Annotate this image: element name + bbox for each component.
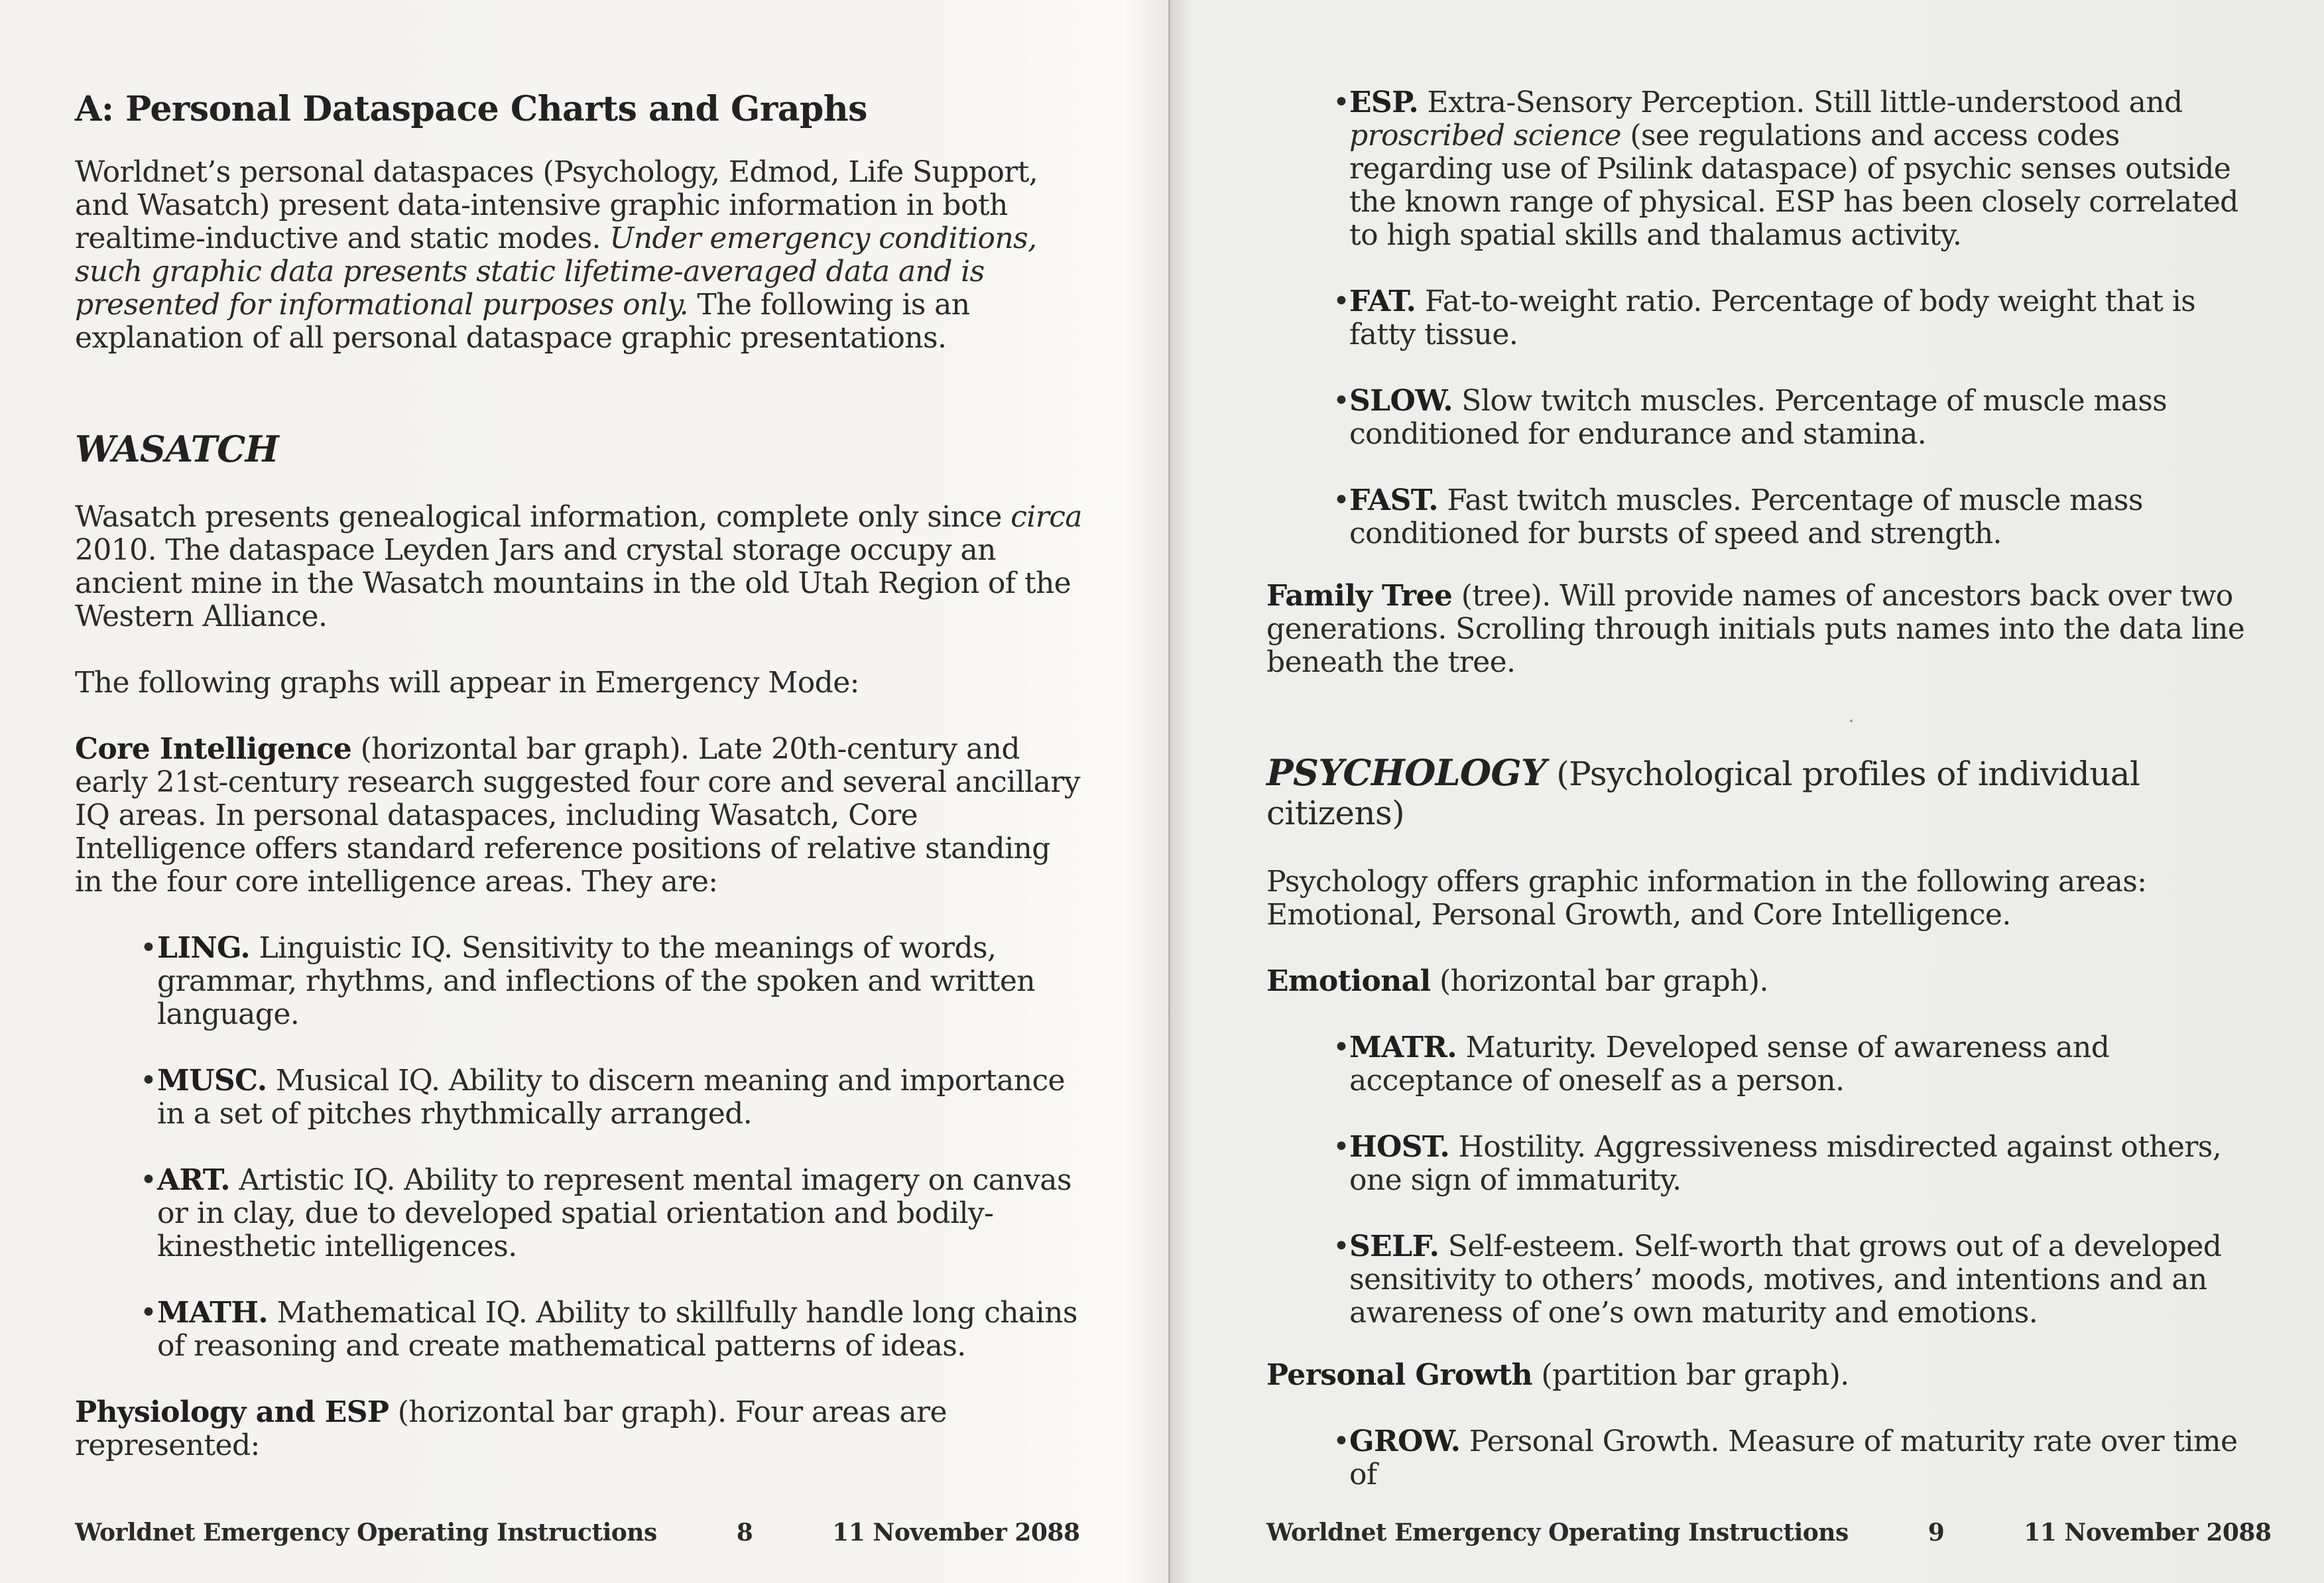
intro-text-end: The following is an explanation of all personal dataspace graphic presentations. bbox=[75, 288, 970, 355]
list-item-term: ESP. bbox=[1349, 86, 1419, 119]
list-item-term: HOST. bbox=[1349, 1130, 1450, 1164]
bullet-icon: • bbox=[140, 1064, 157, 1098]
list-item-term: MATR. bbox=[1349, 1031, 1457, 1064]
core-intelligence-term: Core Intelligence bbox=[75, 732, 352, 766]
list-item-term: LING. bbox=[157, 931, 251, 965]
list-item-term: MUSC. bbox=[157, 1064, 267, 1098]
bullet-icon: • bbox=[1333, 86, 1350, 119]
list-item-term: MATH. bbox=[157, 1296, 269, 1330]
physiology-paragraph bbox=[75, 1396, 1083, 1462]
list-item bbox=[75, 1164, 1083, 1263]
list-item-italic: proscribed science bbox=[1349, 119, 1621, 153]
list-item bbox=[75, 1064, 1083, 1131]
list-item-text: (see regulations and access codes regarding use of Psilink dataspace) of psychic senses outside the known range of physical. ESP has been closely correlated to high spatial skills and thalamus activity. bbox=[1349, 119, 2238, 252]
list-item bbox=[1266, 86, 2248, 252]
list-item bbox=[1266, 385, 2248, 451]
intro-paragraph bbox=[75, 156, 1083, 355]
footer-date: 11 November 2088 bbox=[2024, 1519, 2272, 1547]
personal-growth-paragraph bbox=[1266, 1359, 2248, 1392]
footer-title: Worldnet Emergency Operating Instructions bbox=[75, 1519, 657, 1547]
physiology-list bbox=[1266, 86, 2248, 550]
list-item-term: SELF. bbox=[1349, 1230, 1439, 1263]
family-tree-text: (tree). Will provide names of ancestors back over two generations. Scrolling through initials puts names into the data line beneath the tree. bbox=[1266, 579, 2245, 679]
list-item bbox=[1266, 285, 2248, 351]
emotional-term: Emotional bbox=[1266, 964, 1431, 998]
footer-title: Worldnet Emergency Operating Instructions bbox=[1266, 1519, 1849, 1547]
bullet-icon: • bbox=[1333, 384, 1350, 418]
psychology-heading bbox=[1266, 753, 2248, 832]
list-item-text: Hostility. Aggressiveness misdirected against others, one sign of immaturity. bbox=[1349, 1130, 2222, 1197]
left-page-content bbox=[75, 90, 1083, 1495]
wasatch-text: Wasatch presents genealogical information, complete only since bbox=[75, 500, 1011, 534]
personal-growth-text: (partition bar graph). bbox=[1532, 1358, 1849, 1392]
bullet-icon: • bbox=[1333, 1425, 1350, 1458]
list-item-term: ART. bbox=[157, 1163, 230, 1197]
right-page bbox=[1170, 0, 2324, 1583]
list-item-term: FAST. bbox=[1349, 483, 1438, 517]
emotional-paragraph bbox=[1266, 965, 2248, 998]
list-item-text: Fast twitch muscles. Percentage of muscle mass conditioned for bursts of speed and strength. bbox=[1349, 483, 2143, 550]
page-number: 8 bbox=[736, 1519, 753, 1547]
emergency-mode-intro: The following graphs will appear in Emergency Mode: bbox=[75, 666, 859, 700]
bullet-icon: • bbox=[140, 1163, 157, 1197]
emotional-text: (horizontal bar graph). bbox=[1430, 964, 1768, 998]
core-intelligence-text: (horizontal bar graph). Late 20th-century and early 21st-century research suggested four core and several ancillary IQ areas. In personal dataspaces, including Wasatch, Core Intelligence offers standard reference positions of relative standing in the four core intelligence areas. They are: bbox=[75, 732, 1080, 899]
bullet-icon: • bbox=[140, 1296, 157, 1330]
family-tree-paragraph bbox=[1266, 580, 2248, 679]
bullet-icon: • bbox=[1333, 1031, 1350, 1064]
psychology-heading-title: PSYCHOLOGY bbox=[1266, 751, 1546, 794]
page-title: A: Personal Dataspace Charts and Graphs bbox=[75, 89, 867, 129]
list-item-term: FAT. bbox=[1349, 285, 1416, 318]
list-item-term: SLOW. bbox=[1349, 384, 1453, 418]
psychology-intro: Psychology offers graphic information in the following areas: Emotional, Personal Growth, and Core Intelligence. bbox=[1266, 865, 2147, 932]
bullet-icon: • bbox=[1333, 483, 1350, 517]
emotional-list bbox=[1266, 1031, 2248, 1330]
intro-italic-text: Under emergency conditions, such graphic data presents static lifetime-averaged data and is presented for informational purposes only. bbox=[75, 222, 1037, 322]
list-item bbox=[1266, 484, 2248, 550]
intro-text: Worldnet’s personal dataspaces (Psychology, Edmod, Life Support, and Wasatch) present data-intensive graphic information in both realtime-inductive and static modes. bbox=[75, 155, 1038, 255]
physiology-text: (horizontal bar graph). Four areas are represented: bbox=[75, 1395, 947, 1462]
list-item bbox=[1266, 1230, 2248, 1330]
wasatch-heading: WASATCH bbox=[75, 428, 279, 470]
wasatch-paragraph bbox=[75, 501, 1083, 633]
list-item-text: Mathematical IQ. Ability to skillfully handle long chains of reasoning and create mathematical patterns of ideas. bbox=[157, 1296, 1077, 1363]
page-footer bbox=[1266, 1519, 2272, 1547]
list-item-text: Maturity. Developed sense of awareness and acceptance of oneself as a person. bbox=[1349, 1031, 2110, 1098]
list-item-text: Self-esteem. Self-worth that grows out of a developed sensitivity to others’ moods, motives, and intentions and an awareness of one’s own maturity and emotions. bbox=[1349, 1230, 2222, 1330]
personal-growth-list bbox=[1266, 1425, 2248, 1491]
list-item-text: Linguistic IQ. Sensitivity to the meanings of words, grammar, rhythms, and inflections of the spoken and written language. bbox=[157, 931, 1036, 1031]
personal-growth-term: Personal Growth bbox=[1266, 1358, 1533, 1392]
list-item-text: Artistic IQ. Ability to represent mental imagery on canvas or in clay, due to developed spatial orientation and bodily-kinesthetic intelligences. bbox=[157, 1163, 1071, 1263]
list-item-text: Extra-Sensory Perception. Still little-understood and bbox=[1418, 86, 2183, 119]
list-item-text: Musical IQ. Ability to discern meaning and importance in a set of pitches rhythmically arranged. bbox=[157, 1064, 1065, 1131]
bullet-icon: • bbox=[1333, 1230, 1350, 1263]
list-item bbox=[1266, 1031, 2248, 1098]
core-intelligence-paragraph bbox=[75, 733, 1083, 899]
list-item bbox=[1266, 1425, 2248, 1491]
list-item-term: GROW. bbox=[1349, 1425, 1461, 1458]
physiology-term: Physiology and ESP bbox=[75, 1395, 389, 1429]
bullet-icon: • bbox=[1333, 285, 1350, 318]
right-page-content bbox=[1266, 86, 2248, 1525]
wasatch-italic: circa bbox=[1010, 500, 1082, 534]
list-item-text: Fat-to-weight ratio. Percentage of body weight that is fatty tissue. bbox=[1349, 285, 2196, 351]
list-item bbox=[1266, 1131, 2248, 1197]
page-footer bbox=[75, 1519, 1080, 1547]
list-item bbox=[75, 1297, 1083, 1363]
paper-speck bbox=[1850, 720, 1853, 722]
wasatch-text-end: 2010. The dataspace Leyden Jars and crystal storage occupy an ancient mine in the Wasatch mountains in the old Utah Region of the Western Alliance. bbox=[75, 533, 1071, 633]
family-tree-term: Family Tree bbox=[1266, 579, 1453, 613]
psychology-heading-subtitle: (Psychological profiles of individual citizens) bbox=[1266, 755, 2140, 832]
core-intelligence-list bbox=[75, 932, 1083, 1363]
list-item-text: Personal Growth. Measure of maturity rate over time of bbox=[1349, 1425, 2238, 1491]
footer-date: 11 November 2088 bbox=[832, 1519, 1080, 1547]
bullet-icon: • bbox=[1333, 1130, 1350, 1164]
bullet-icon: • bbox=[140, 931, 157, 965]
list-item-text: Slow twitch muscles. Percentage of muscle mass conditioned for endurance and stamina. bbox=[1349, 384, 2168, 451]
page-number: 9 bbox=[1927, 1519, 1945, 1547]
list-item bbox=[75, 932, 1083, 1031]
